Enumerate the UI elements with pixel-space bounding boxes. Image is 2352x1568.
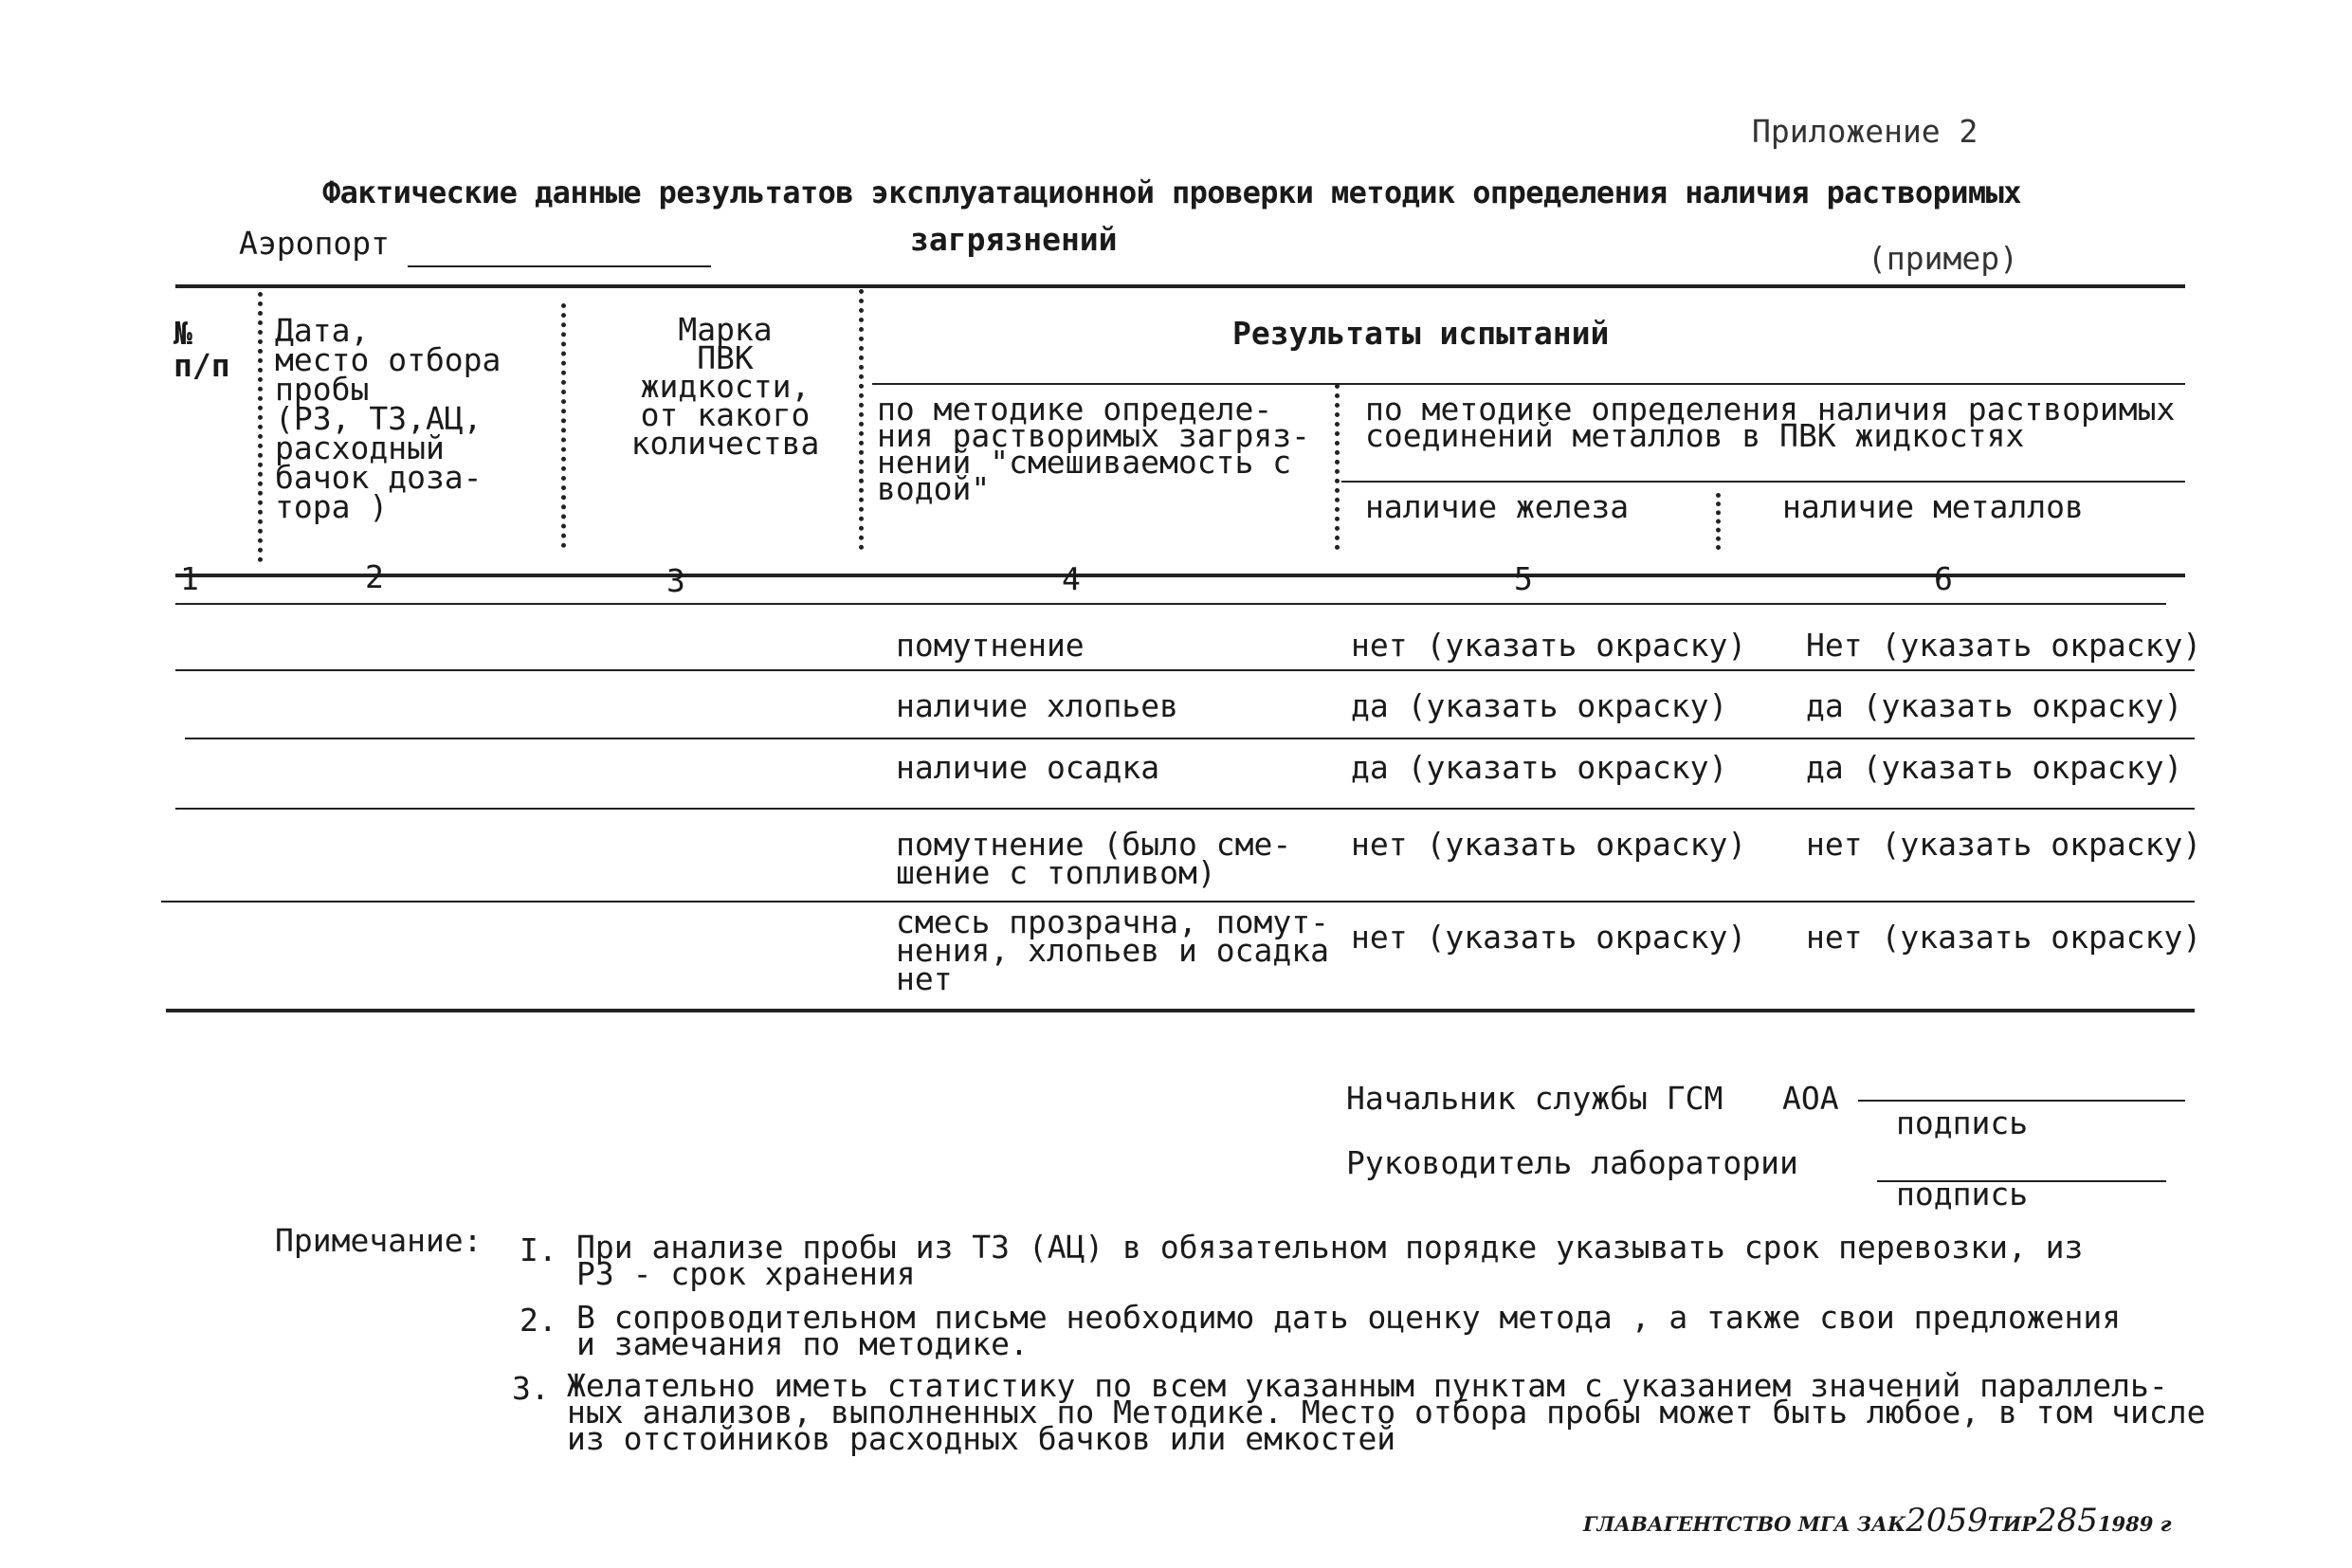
col-number-2: 2: [365, 558, 384, 595]
print-stamp: [1583, 1502, 2172, 1540]
chief-label: Начальник службы ГСМ: [1346, 1080, 1723, 1117]
table-row-1-col6: Нет (указать окраску): [1806, 627, 2202, 664]
results-subheader-rule: [872, 383, 2185, 385]
chief-signature-line[interactable]: [1858, 1100, 2185, 1102]
col-divider-2: [561, 303, 566, 548]
method2-subheader-rule: [1341, 481, 2185, 483]
col-divider-3: [859, 289, 864, 550]
col-number-4: 4: [1062, 560, 1081, 597]
col-number-1: 1: [180, 560, 199, 597]
header-brand: Марка ПВК жидкости, от какого количества: [630, 311, 820, 462]
table-row-1-col4: помутнение: [896, 627, 1085, 664]
note-3-text: Желательно иметь статистику по всем указанным пунктам с указанием значений параллель- ных анализов, выполненных по Методике. Место отбора пробы может быть любое, в том числе из отстойников расходных бачков или емкостей: [567, 1367, 2206, 1457]
note-1-number: I.: [520, 1231, 557, 1268]
table-row-4-col6: нет (указать окраску): [1806, 826, 2202, 863]
table-row-2-col4: наличие хлопьев: [896, 687, 1179, 724]
airport-field-line[interactable]: [408, 265, 711, 267]
header-method1: по методике определе- ния растворимых загряз- нений "смешиваемость с водой": [877, 391, 1310, 507]
table-row-1-col5: нет (указать окраску): [1351, 627, 1747, 664]
col-number-3: 3: [666, 562, 685, 599]
note-3-number: 3.: [512, 1370, 550, 1407]
table-row-rule-1: [175, 669, 2195, 671]
lab-head-label: Руководитель лаборатории: [1346, 1144, 1798, 1181]
col-divider-1: [258, 292, 263, 562]
col-divider-4: [1335, 384, 1340, 550]
aoa-label: АОА: [1782, 1080, 1839, 1117]
col-number-6: 6: [1934, 560, 1953, 597]
note-2-number: 2.: [520, 1302, 557, 1339]
table-top-rule: [175, 284, 2185, 288]
table-row-rule-3: [175, 808, 2195, 810]
note-1-text: При анализе пробы из ТЗ (АЦ) в обязательном порядке указывать срок перевозки, из РЗ - срок хранения: [576, 1229, 2084, 1292]
header-metals: наличие металлов: [1782, 488, 2084, 525]
col-number-5: 5: [1514, 560, 1533, 597]
table-row-5-col5: нет (указать окраску): [1351, 919, 1747, 956]
airport-label: Аэропорт: [239, 225, 390, 262]
tir-number: 285: [2036, 1502, 2098, 1540]
order-number: 2059: [1905, 1502, 1988, 1540]
header-results: Результаты испытаний: [1232, 315, 1610, 352]
table-bottom-rule: [166, 1009, 2195, 1012]
header-iron: наличие железа: [1365, 488, 1630, 525]
header-method2: по методике определения наличия растворимых соединений металлов в ПВК жидкостях: [1365, 391, 2176, 454]
header-num: № п/п: [173, 315, 230, 384]
column-number-underline: [175, 603, 2166, 605]
table-row-3-col5: да (указать окраску): [1351, 749, 1728, 786]
header-date-place: Дата, место отбора пробы (РЗ, ТЗ,АЦ, расходный бачок доза- тора ): [275, 312, 501, 525]
table-row-3-col4: наличие осадка: [896, 749, 1160, 786]
table-row-2-col6: да (указать окраску): [1806, 687, 2183, 724]
document-title: Фактические данные результатов эксплуатационной проверки методик определения наличия растворимых: [322, 174, 2021, 210]
table-row-rule-2: [185, 738, 2195, 739]
print-year: 1989 г: [2097, 1512, 2172, 1536]
example-label: (пример): [1868, 240, 2018, 277]
document-title-line2: загрязнений: [910, 221, 1118, 258]
column-number-rule: [175, 574, 2185, 577]
table-row-rule-4: [161, 901, 2195, 903]
appendix-label: Приложение 2: [1752, 113, 1978, 150]
col-divider-5: [1716, 493, 1721, 550]
notes-label: Примечание:: [275, 1222, 483, 1259]
lab-signature-caption: подпись: [1896, 1176, 2029, 1212]
chief-signature-caption: подпись: [1896, 1104, 2029, 1141]
table-row-5-col6: нет (указать окраску): [1806, 919, 2202, 956]
table-row-4-col4: помутнение (было сме- шение с топливом): [896, 826, 1292, 891]
table-row-5-col4: смесь прозрачна, помут- нения, хлопьев и осадка нет: [896, 903, 1329, 997]
table-row-4-col5: нет (указать окраску): [1351, 826, 1747, 863]
note-2-text: В сопроводительном письме необходимо дать оценку метода , а также свои предложения и замечания по методике.: [576, 1299, 2122, 1362]
table-row-2-col5: да (указать окраску): [1351, 687, 1728, 724]
print-stamp-prefix: ГЛАВАГЕНТСТВО МГА ЗАК: [1583, 1512, 1906, 1536]
tir-label: ТИР: [1987, 1512, 2037, 1536]
table-row-3-col6: да (указать окраску): [1806, 749, 2183, 786]
